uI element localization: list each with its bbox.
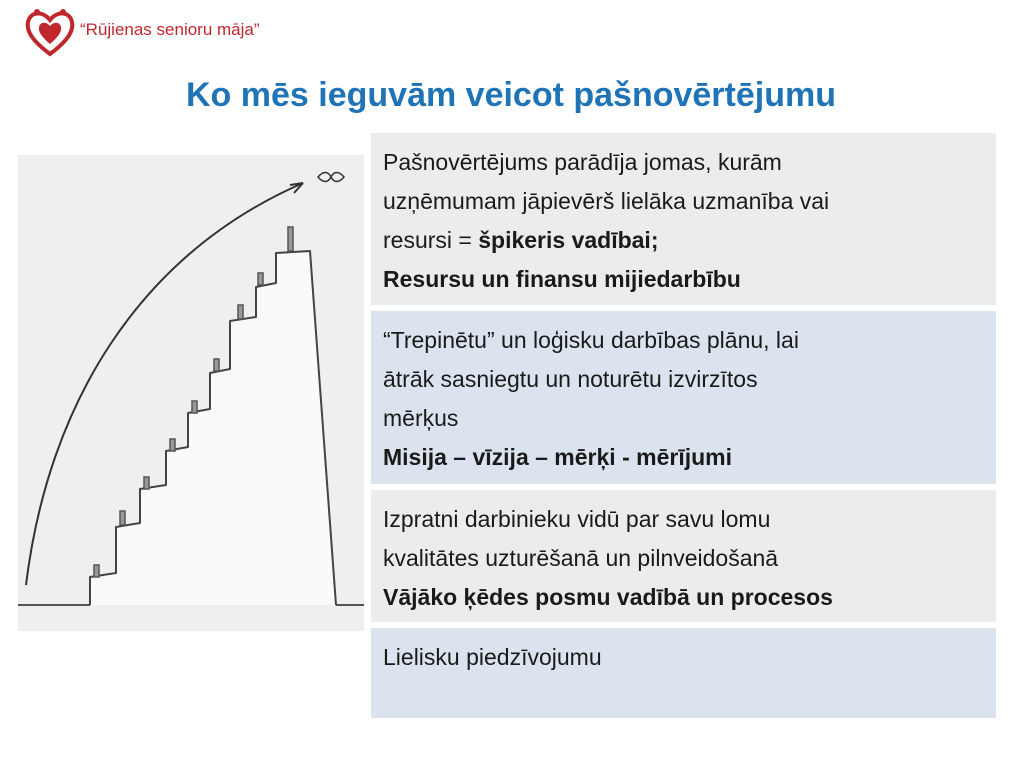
heart-logo-icon bbox=[22, 4, 78, 60]
finding-2-line-1: “Trepinētu” un loģisku darbības plānu, lai bbox=[383, 327, 799, 353]
finding-1-line-2: uzņēmumam jāpievērš lielāka uzmanība vai bbox=[383, 188, 830, 214]
finding-1-line-1: Pašnovērtējums parādīja jomas, kurām bbox=[383, 149, 782, 175]
finding-3-line-1: Izpratni darbinieku vidū par savu lomu bbox=[383, 506, 771, 532]
finding-2-bold: Misija – vīzija – mērķi - mērījumi bbox=[383, 444, 732, 470]
finding-3-bold: Vājāko ķēdes posmu vadībā un procesos bbox=[383, 584, 833, 610]
finding-1-inline-bold: špikeris vadībai; bbox=[478, 227, 659, 253]
finding-1-line-3-text: resursi = bbox=[383, 227, 479, 253]
staircase-illustration bbox=[18, 155, 364, 631]
finding-2-line-3: mērķus bbox=[383, 405, 459, 431]
finding-box-4 bbox=[371, 628, 996, 718]
finding-2-line-2: ātrāk sasniegtu un noturētu izvirzītos bbox=[383, 366, 758, 392]
finding-box-1 bbox=[371, 133, 996, 305]
finding-3-line-2: kvalitātes uzturēšanā un pilnveidošanā bbox=[383, 545, 779, 571]
finding-1-line-3 bbox=[383, 221, 984, 260]
finding-box-3 bbox=[371, 490, 996, 622]
page-title: Ko mēs ieguvām veicot pašnovērtējumu bbox=[186, 76, 836, 114]
finding-1-bold: Resursu un finansu mijiedarbību bbox=[383, 266, 741, 292]
finding-4-line-1: Lielisku piedzīvojumu bbox=[383, 644, 602, 670]
finding-box-2 bbox=[371, 311, 996, 484]
logo-text: “Rūjienas senioru māja” bbox=[80, 20, 260, 39]
